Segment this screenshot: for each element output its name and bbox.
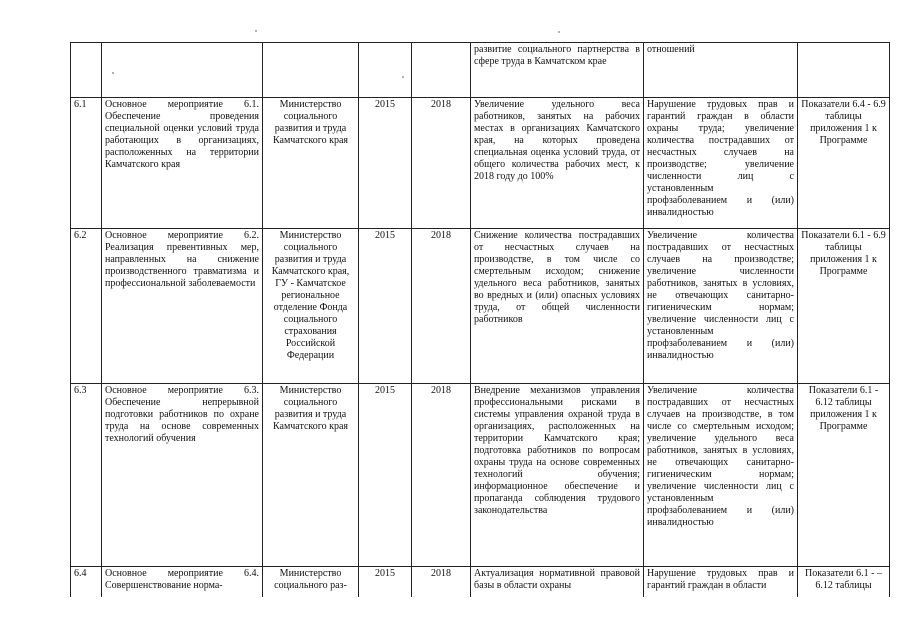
cell-indicators: Показатели 6.1 - – 6.12 таблицы — [798, 567, 890, 597]
cell-risk: отношений — [644, 43, 798, 98]
cell-risk: Нарушение трудовых прав и гарантий граждан в области охраны труда; увеличение количества пострадавших от несчастных случаев на производстве; увеличение численности лиц с установленным профзаболеванием и (или) инвалидностью — [644, 98, 798, 229]
scan-speck — [255, 30, 257, 32]
cell-end: 2018 — [412, 98, 471, 229]
cell-executor — [263, 43, 359, 98]
cell-risk: Увеличение количества пострадавших от несчастных случаев на производстве, в том числе со смертельным исходом; увеличение удельного веса работников, занятых в условиях, не отвечающих санитарно-гигиеническим нормам; увеличение численности лиц с установленным профзаболеванием и (или) инвалидностью — [644, 384, 798, 567]
cell-result: Снижение количества пострадавших от несчастных случаев на производстве, в том числе со смертельным исходом; снижение удельного веса работников, занятых во вредных и (или) опасных условиях труда, от общей численности работников — [471, 229, 644, 384]
cell-indicators: Показатели 6.1 - 6.9 таблицы приложения 1 к Программе — [798, 229, 890, 384]
cell-num: 6.4 — [71, 567, 102, 597]
cell-executor: Министерство социального развития и труда Камчатского края — [263, 98, 359, 229]
cell-risk: Увеличение количества пострадавших от несчастных случаев на производстве; увеличение численности работников, занятых в условиях, не отвечающих санитарно-гигиеническим нормам; увеличение численности лиц с установленным профзаболеванием и (или) инвалидностью — [644, 229, 798, 384]
cell-start: 2015 — [359, 567, 412, 597]
cell-end: 2018 — [412, 384, 471, 567]
cell-executor: Министерство социального развития и труда Камчатского края — [263, 384, 359, 567]
cell-name: Основное мероприятие 6.4. Совершенствование норма- — [102, 567, 263, 597]
table-row-partial — [71, 567, 890, 597]
cell-start: 2015 — [359, 98, 412, 229]
cell-end — [412, 43, 471, 98]
activities-table — [70, 42, 890, 597]
table-row — [71, 98, 890, 229]
cell-num — [71, 43, 102, 98]
cell-name — [102, 43, 263, 98]
cell-start — [359, 43, 412, 98]
cell-result: Увеличение удельного веса работников, занятых на рабочих местах в организациях Камчатского края, на которых проведена специальная оценка условий труда, от общего количества рабочих мест, к 2018 году до 100% — [471, 98, 644, 229]
cell-name: Основное мероприятие 6.2. Реализация превентивных мер, направленных на снижение производственного травматизма и профессиональной заболеваемости — [102, 229, 263, 384]
cell-indicators: Показатели 6.4 - 6.9 таблицы приложения 1 к Программе — [798, 98, 890, 229]
cell-end: 2018 — [412, 567, 471, 597]
cell-executor: Министерство социального раз- — [263, 567, 359, 597]
table-row — [71, 229, 890, 384]
cell-name: Основное мероприятие 6.3. Обеспечение непрерывной подготовки работников по охране труда на основе современных технологий обучения — [102, 384, 263, 567]
cell-indicators: Показатели 6.1 - 6.12 таблицы приложения 1 к Программе — [798, 384, 890, 567]
cell-num: 6.1 — [71, 98, 102, 229]
cell-num: 6.3 — [71, 384, 102, 567]
cell-result: развитие социального партнерства в сфере труда в Камчатском крае — [471, 43, 644, 98]
table-row-continued — [71, 43, 890, 98]
scan-speck — [558, 31, 560, 33]
cell-num: 6.2 — [71, 229, 102, 384]
cell-risk: Нарушение трудовых прав и гарантий граждан в области — [644, 567, 798, 597]
cell-start: 2015 — [359, 384, 412, 567]
cell-executor: Министерство социального развития и труда Камчатского края, ГУ - Камчатское региональное отделение Фонда социального страхования Российской Федерации — [263, 229, 359, 384]
cell-name: Основное мероприятие 6.1. Обеспечение проведения специальной оценки условий труда работающих в организациях, расположенных на территории Камчатского края — [102, 98, 263, 229]
cell-indicators — [798, 43, 890, 98]
cell-result: Актуализация нормативной правовой базы в области охраны — [471, 567, 644, 597]
table-row — [71, 384, 890, 567]
cell-result: Внедрение механизмов управления профессиональными рисками в системы управления охраной труда в организациях, расположенных на территории Камчатского края; подготовка работников по вопросам охраны труда на основе современных технологий обучения; информационное обеспечение и пропаганда соблюдения трудового законодательства — [471, 384, 644, 567]
cell-end: 2018 — [412, 229, 471, 384]
cell-start: 2015 — [359, 229, 412, 384]
